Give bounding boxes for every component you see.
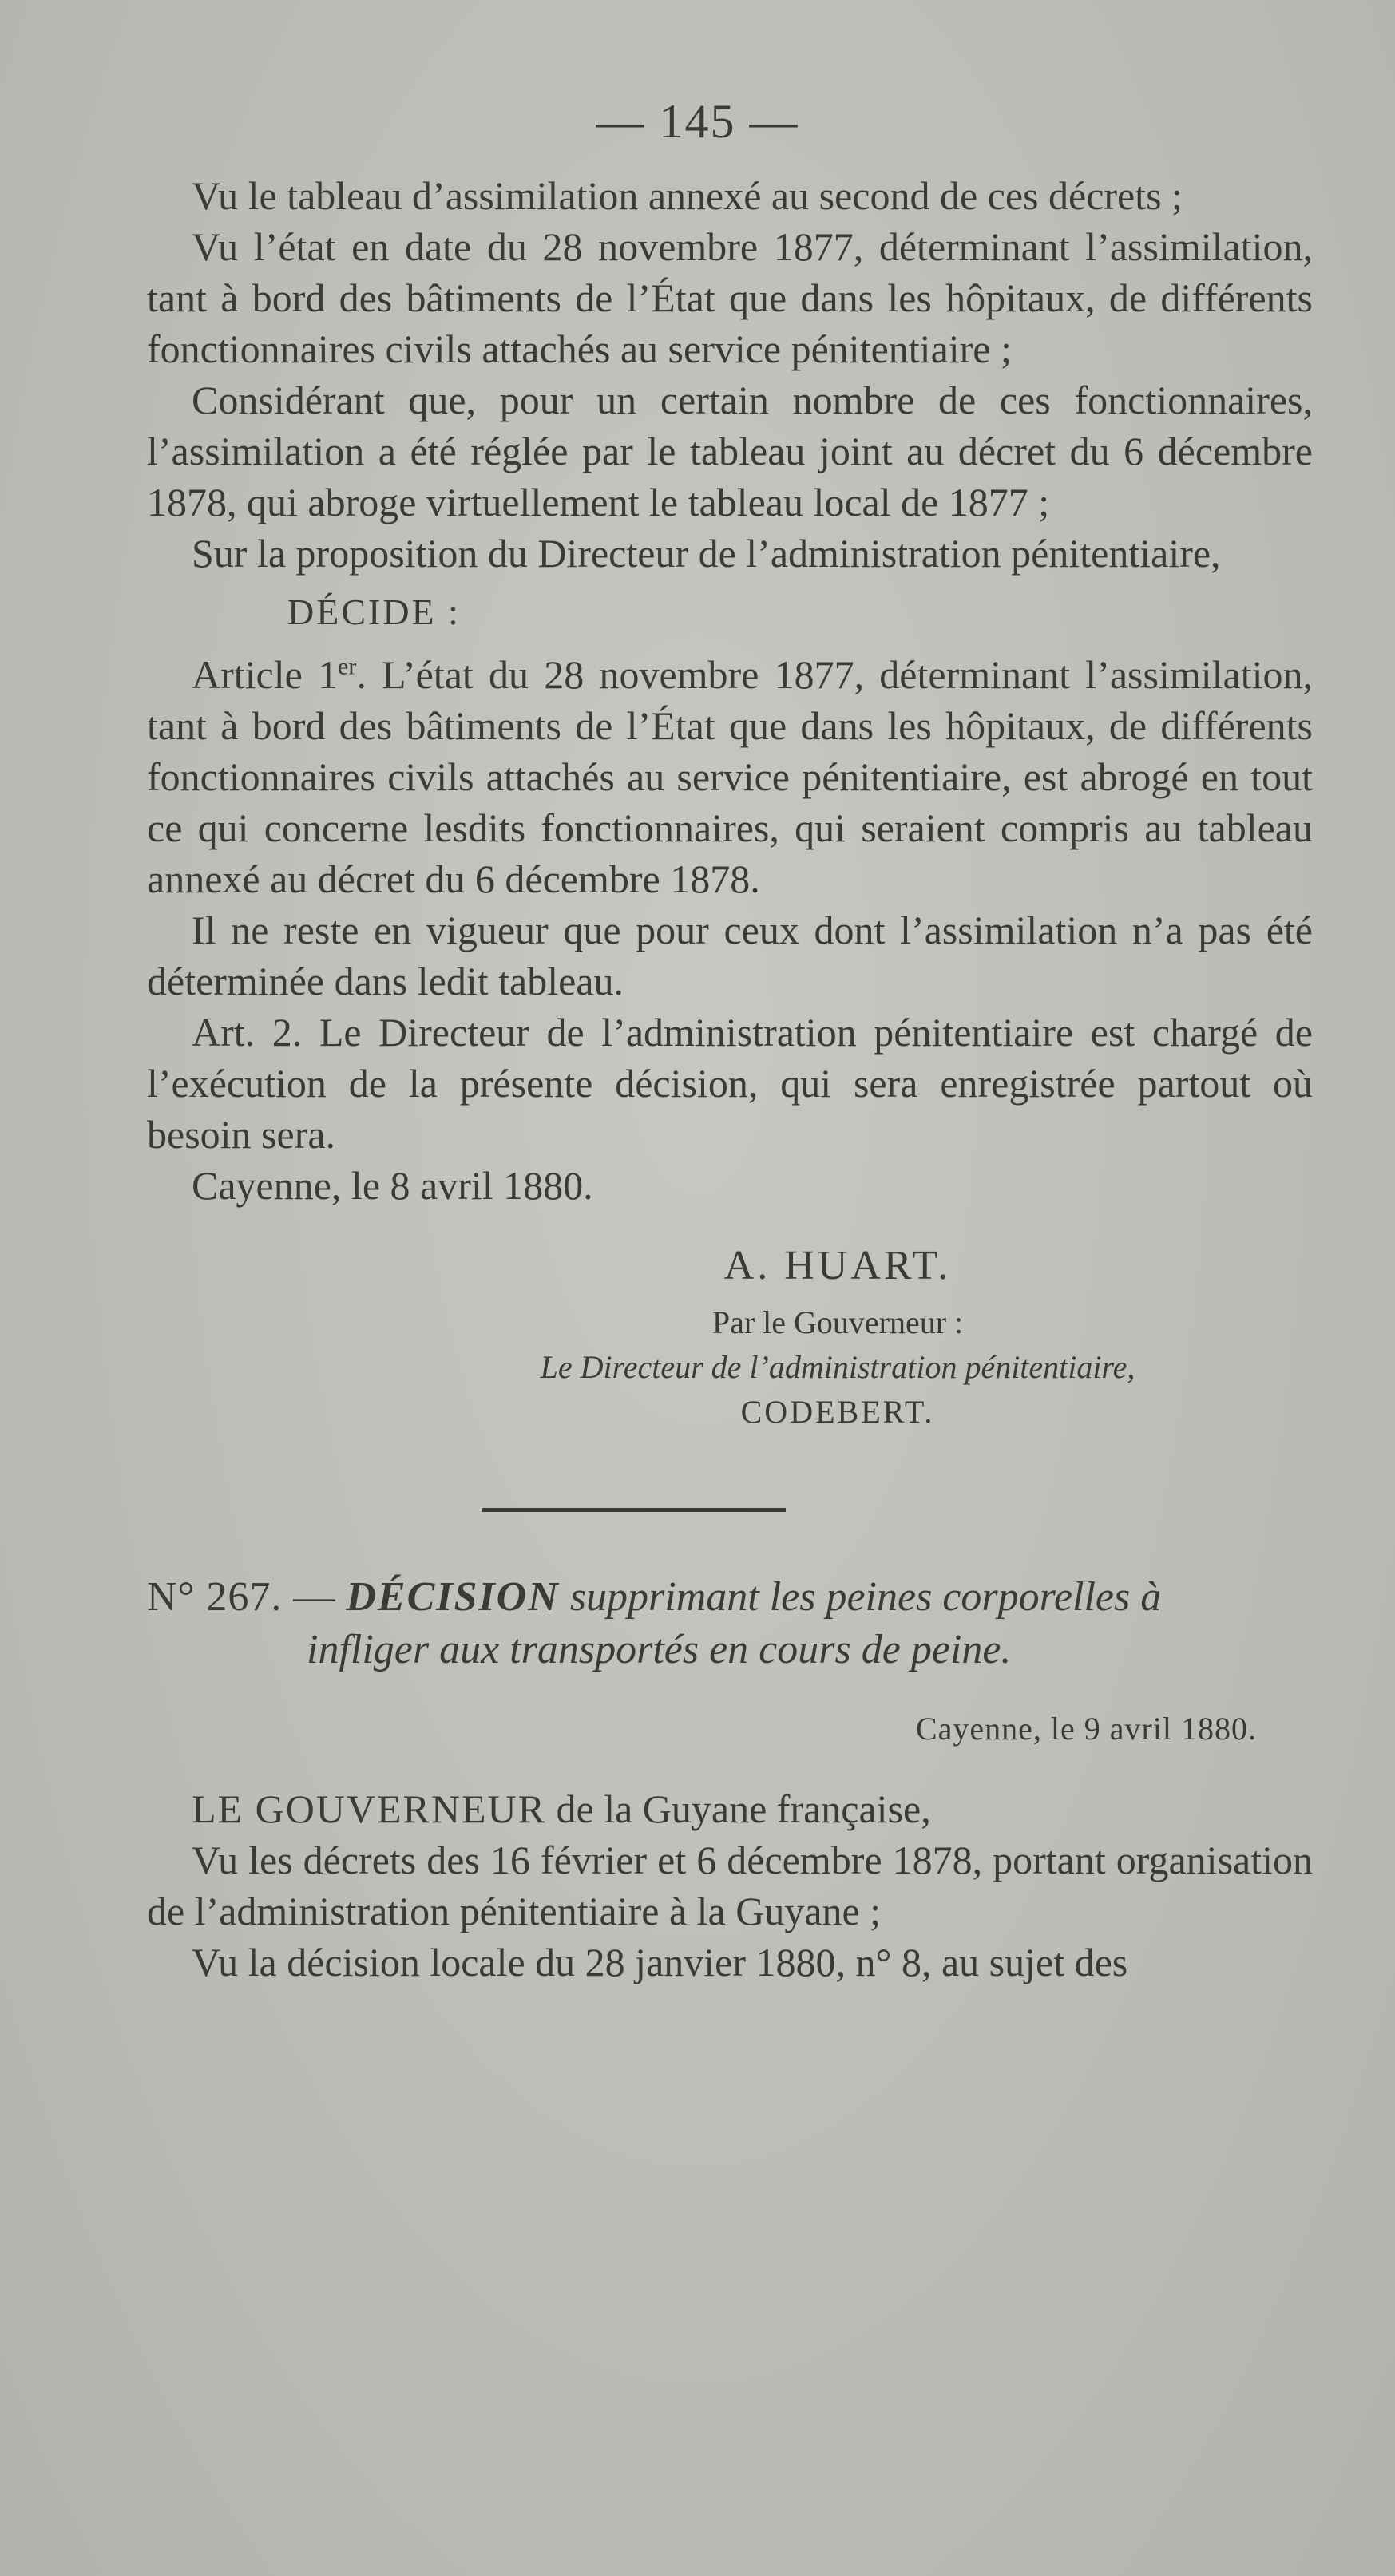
decision-267-paragraph-2: Vu la décision locale du 28 janvier 1880, n° 8, au sujet des xyxy=(192,1940,1128,1984)
page-number: — 145 — xyxy=(596,95,799,148)
paragraph-sur-proposition: Sur la proposition du Directeur de l’administration pénitentiaire, xyxy=(192,531,1221,576)
paragraph-vu-tableau: Vu le tableau d’assimilation annexé au second de ces décrets ; xyxy=(192,173,1183,218)
article-1-label: Article 1 xyxy=(192,652,339,697)
signature-name: A. HUART. xyxy=(723,1243,952,1288)
decision-267-heading xyxy=(147,1571,1313,1676)
decision-keyword: DÉCISION xyxy=(346,1574,560,1620)
paragraph-vu-etat: Vu l’état en date du 28 novembre 1877, déterminant l’assimilation, tant à bord des bâtiments de l’État que dans les hôpitaux, de différents fonctionnaires civils attachés au service pénitentiaire ; xyxy=(147,224,1313,371)
paragraph-vigueur: Il ne reste en vigueur que pour ceux dont l’assimilation n’a pas été déterminée dans ledit tableau. xyxy=(147,908,1313,1003)
signature-role: Le Directeur de l’administration pénitentiaire, xyxy=(540,1349,1135,1385)
governor-label: LE GOUVERNEUR xyxy=(192,1787,547,1831)
decision-number: N° 267. — xyxy=(147,1574,336,1620)
decision-title: supprimant les peines corporelles à xyxy=(569,1574,1162,1620)
article-1 xyxy=(147,649,1313,904)
article-2: Art. 2. Le Directeur de l’administration pénitentiaire est chargé de l’exécution de la présente décision, qui sera enregistrée partout où besoin sera. xyxy=(147,1010,1313,1157)
paragraph-considerant: Considérant que, pour un certain nombre de ces fonctionnaires, l’assimilation a été réglée par le tableau joint au décret du 6 décembre 1878, qui abroge virtuellement le tableau local de 1877 ; xyxy=(147,378,1313,524)
section-divider xyxy=(482,1508,786,1512)
signature-name-2: CODEBERT. xyxy=(740,1394,935,1430)
decide-heading: DÉCIDE : xyxy=(287,592,461,632)
governor-rest: de la Guyane française, xyxy=(556,1787,931,1831)
governor-line xyxy=(147,1783,1313,1834)
decision-267-paragraph-1: Vu les décrets des 16 février et 6 décembre 1878, portant organisation de l’administration pénitentiaire à la Guyane ; xyxy=(147,1838,1313,1933)
document-body xyxy=(147,170,1313,1988)
article-1-superscript: er xyxy=(338,653,357,680)
place-date: Cayenne, le 8 avril 1880. xyxy=(192,1163,593,1208)
decision-dateline: Cayenne, le 9 avril 1880. xyxy=(915,1711,1257,1747)
signature-by: Par le Gouverneur : xyxy=(711,1304,964,1340)
article-1-text: . L’état du 28 novembre 1877, déterminant l’assimilation, tant à bord des bâtiments de l’État que dans les hôpitaux, de différents fonctionnaires civils attachés au service pénitentiaire, est abrogé en tout ce qui concerne lesdits fonctionnaires, qui seraient compris au tableau annexé au décret du 6 décembre 1878. xyxy=(147,652,1313,901)
decision-title-continued: infliger aux transportés en cours de peine. xyxy=(307,1627,1012,1672)
